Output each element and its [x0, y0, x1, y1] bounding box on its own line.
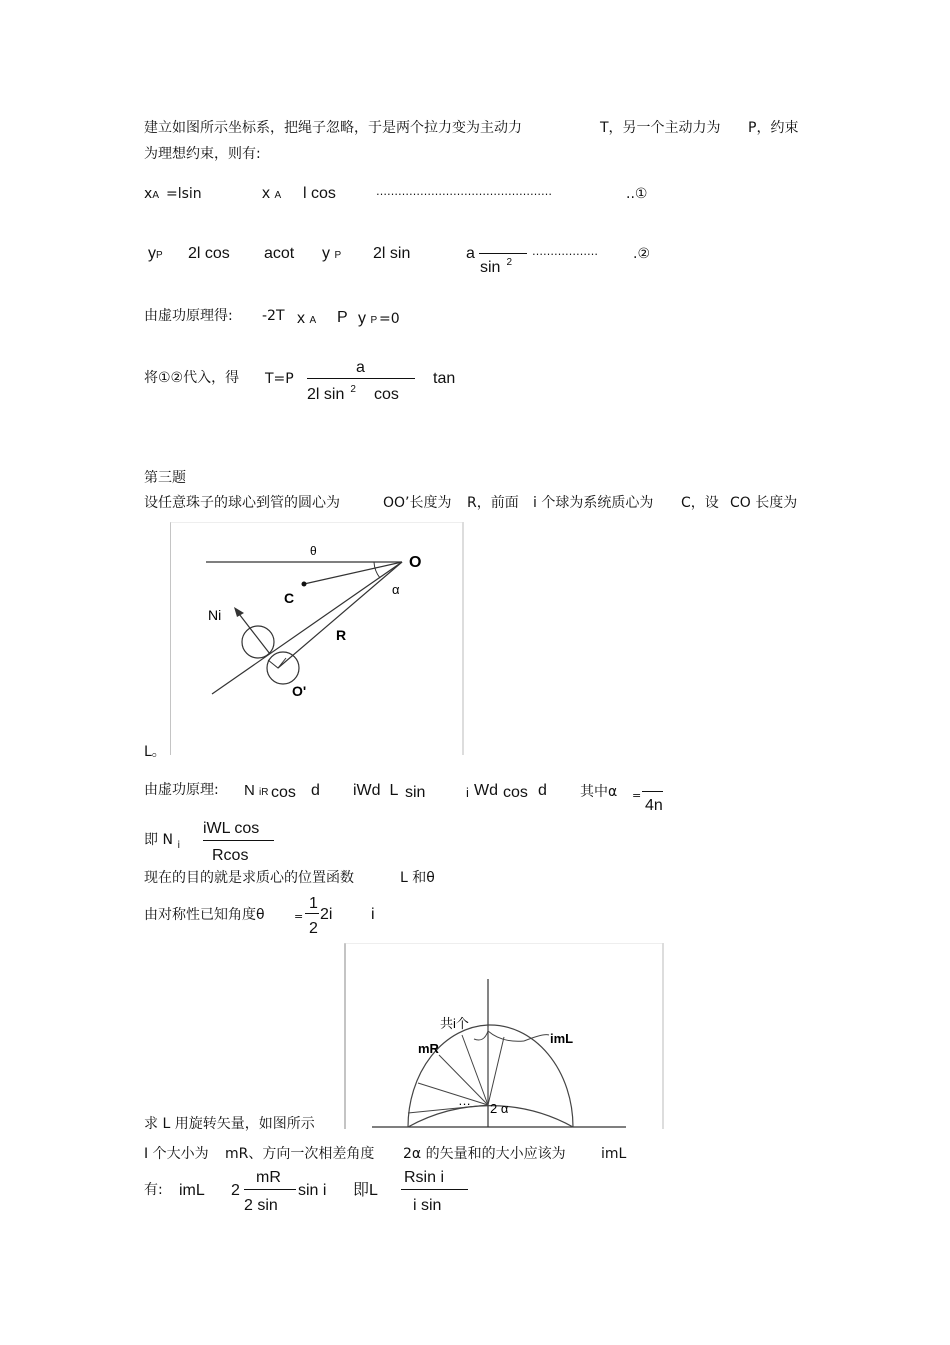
- res-imL: imL: [179, 1182, 205, 1199]
- q3-title: 第三题: [144, 470, 186, 486]
- eq2-dots: ………………: [532, 245, 598, 258]
- vw2-wd: Wd: [474, 782, 498, 799]
- eq1-lsin: =lsin: [166, 186, 202, 202]
- sub-tan: tan: [433, 370, 456, 387]
- vec-b: mR、方向一次相差角度: [225, 1146, 375, 1162]
- figure-rotating-vectors: [344, 943, 666, 1131]
- sym-2i: 2i: [320, 906, 333, 923]
- fig2-dots: …: [458, 1093, 471, 1108]
- fig2-imL: imL: [550, 1031, 574, 1046]
- eq1-dots: …………………………………………: [376, 185, 552, 198]
- ni-label: 即 N $_i$: [144, 832, 181, 851]
- eq2-a: a: [466, 245, 475, 262]
- eq2-den: sin $^2$: [480, 257, 513, 276]
- sub-den-b: cos: [374, 386, 399, 403]
- vw2-where: 其中α: [580, 784, 618, 800]
- fig1-O: O: [409, 554, 422, 571]
- vec-d: imL: [601, 1146, 627, 1162]
- sub-num: a: [356, 359, 365, 376]
- vw2-N: N iR: [244, 782, 269, 799]
- vw2-cos2: cos: [503, 784, 528, 801]
- vw2-cos: cos: [271, 784, 296, 801]
- fig2-count: 共i个: [440, 1016, 469, 1031]
- fig2-2alpha: 2 α: [490, 1101, 509, 1116]
- fig1-R: R: [336, 627, 347, 643]
- sym-num: 1: [309, 895, 318, 912]
- p1-T: T，另一个主动力为: [600, 120, 721, 136]
- sym-fraction-line: [305, 913, 319, 914]
- fig1-alpha: α: [392, 582, 400, 597]
- vw1-xa: x A: [297, 310, 317, 327]
- sym-i: i: [371, 906, 375, 923]
- vw2-d2: d: [538, 782, 547, 799]
- fig1-theta: θ: [310, 544, 317, 558]
- res-jiL: 即L: [353, 1182, 378, 1199]
- res-sini: sin i: [298, 1182, 327, 1199]
- res-num2: Rsin i: [404, 1169, 445, 1186]
- vw2-fraction-line: [642, 791, 663, 792]
- res-fraction-line1: [244, 1189, 296, 1190]
- res-2: 2: [231, 1182, 240, 1199]
- vw2-label: 由虚功原理:: [144, 782, 219, 798]
- goal-b: L 和θ: [400, 870, 435, 886]
- eq2-acot: acot: [264, 245, 295, 262]
- vw1-p: P: [337, 309, 348, 326]
- p1-line1: 建立如图所示坐标系，把绳子忽略，于是两个拉力变为主动力: [144, 120, 522, 136]
- ni-den: Rcos: [212, 847, 249, 864]
- res-den1: 2 sin: [244, 1197, 278, 1214]
- q3-line1-f: CO 长度为: [730, 495, 798, 511]
- p1-line2: 为理想约束，则有:: [144, 146, 261, 162]
- fig2-mR: mR: [418, 1041, 439, 1056]
- sym-label: 由对称性已知角度θ: [144, 907, 265, 923]
- res-fraction-line2: [401, 1189, 468, 1190]
- res-den2: i sin: [413, 1197, 442, 1214]
- vw1-label: 由虚功原理得:: [144, 308, 233, 324]
- q3-line1-a: 设任意珠子的球心到管的圆心为: [144, 495, 340, 511]
- q3-line1-c: R，前面: [467, 495, 519, 511]
- ni-num: iWL cos: [203, 820, 260, 837]
- res-label: 有:: [144, 1182, 163, 1198]
- vec-c: 2α 的矢量和的大小应该为: [403, 1146, 566, 1162]
- eq2-2lcos: 2l cos: [188, 245, 230, 262]
- q3-line1-e: C，设: [681, 495, 719, 511]
- vw1-2t: -2T: [262, 308, 285, 324]
- sub-label: 将①②代入，得: [144, 370, 240, 386]
- eq2-dyp: y P: [322, 245, 342, 262]
- vw2-d1: d: [311, 782, 320, 799]
- ni-fraction-line: [203, 840, 274, 841]
- rot-label: 求 L 用旋转矢量，如图所示: [144, 1116, 315, 1132]
- vw2-sin: sin: [405, 784, 426, 801]
- sub-fraction-line: [307, 378, 415, 379]
- sym-eq: =: [294, 910, 304, 923]
- eq1-mark: ..①: [626, 186, 648, 202]
- fig1-Oprime: O': [292, 683, 307, 699]
- eq2-2lsin: 2l sin: [373, 245, 411, 262]
- vw1-eq0: =0: [379, 311, 400, 327]
- figure-bead-geometry: [170, 522, 464, 757]
- q3-line1-b: OO’长度为: [383, 495, 452, 511]
- sub-T: T=P: [265, 371, 294, 387]
- sub-den-a: 2l sin $^2$: [307, 384, 356, 403]
- p1-P: P，约束: [748, 120, 799, 136]
- eq2-fraction-line: [479, 253, 527, 254]
- eq1-xa: xA: [144, 186, 160, 202]
- vw2-iwd: iWd L: [353, 782, 399, 799]
- goal-text: 现在的目的就是求质心的位置函数: [144, 870, 354, 886]
- q3-L: L。: [144, 744, 166, 760]
- vw2-den: 4n: [645, 797, 663, 814]
- q3-line1-d: i 个球为系统质心为: [533, 495, 654, 511]
- eq1-dxa: x A: [262, 185, 282, 202]
- vw2-eq: =: [632, 789, 642, 802]
- eq1-lcos: l cos: [303, 185, 336, 202]
- eq2-yp: yP: [148, 245, 163, 262]
- vec-a: I 个大小为: [144, 1146, 209, 1162]
- sym-den: 2: [309, 920, 318, 937]
- vw1-yp: y P: [358, 310, 378, 327]
- fig1-C: C: [284, 590, 295, 606]
- res-num1: mR: [256, 1169, 281, 1186]
- fig1-Ni: Ni: [208, 607, 222, 623]
- eq2-mark: .②: [633, 246, 651, 262]
- vw2-i: i: [466, 785, 469, 800]
